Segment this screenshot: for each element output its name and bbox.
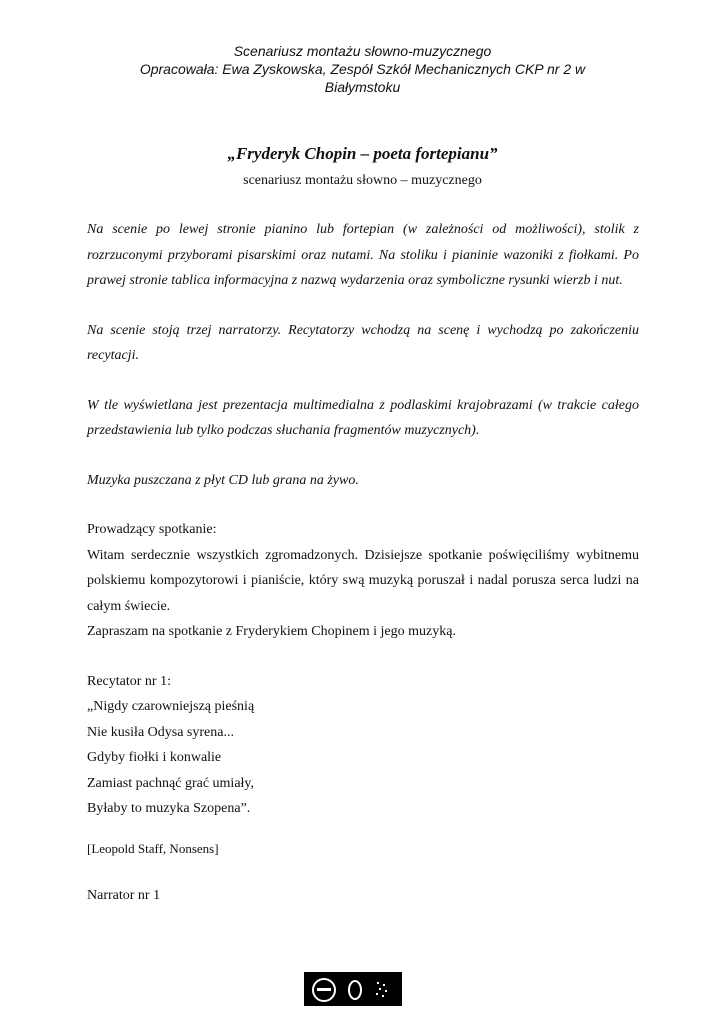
host-section	[87, 517, 639, 645]
document-body	[87, 217, 639, 933]
logo-mark-1-icon	[312, 978, 336, 1002]
poem-line: Byłaby to muzyka Szopena”.	[87, 801, 251, 816]
stage-direction-3: W tle wyświetlana jest prezentacja multimedialna z podlaskimi krajobrazami (w trakcie całego przedstawienia lub tylko podczas słuchania fragmentów muzycznych).	[87, 397, 639, 438]
publisher-logo-icon	[304, 972, 402, 1006]
reciter-1-speaker: Recytator nr 1:	[87, 673, 171, 689]
stage-direction-2: Na scenie stoją trzej narratorzy. Recytatorzy wchodzą na scenę i wychodzą po zakończeniu recytacji.	[87, 322, 639, 363]
header-line-1: Scenariusz montażu słowno-muzycznego	[233, 43, 492, 59]
host-speaker: Prowadzący spotkanie:	[87, 522, 217, 537]
poem-line: Nie kusiła Odysa syrena...	[87, 724, 234, 740]
host-text: Witam serdecznie wszystkich zgromadzonych. Dzisiejsze spotkanie poświęciliśmy wybitnemu polskiemu kompozytorowi i pianiście, który swą muzyką poruszał i nadal porusza serca ludzi na całym świecie.	[87, 547, 639, 614]
poem-source: [Leopold Staff, Nonsens]	[87, 840, 219, 856]
poem-line: „Nigdy czarowniejszą pieśnią	[87, 699, 255, 714]
stage-direction-1: Na scenie po lewej stronie pianino lub fortepian (w zależności od możliwości), stolik z rozrzuconymi przyborami pisarskimi oraz nutami. Na stoliku i pianinie wazoniki z fiołkami. Po prawej stronie tablica informacyjna z nazwą wydarzenia oraz symboliczne rysunki wierzb i nut.	[87, 222, 639, 288]
logo-mark-3-icon	[374, 980, 390, 998]
logo-mark-2-icon	[348, 980, 362, 1000]
header-line-3: Białymstoku	[324, 79, 401, 95]
stage-direction-4: Muzyka puszczana z płyt CD lub grana na żywo.	[87, 472, 359, 488]
host-invite: Zapraszam na spotkanie z Fryderykiem Chopinem i jego muzyką.	[87, 624, 456, 639]
document-subtitle: scenariusz montażu słowno – muzycznego	[243, 173, 482, 188]
document-title: „Fryderyk Chopin – poeta fortepianu”	[227, 144, 498, 163]
narrator-1-speaker: Narrator nr 1	[87, 888, 161, 903]
header-line-2: Opracowała: Ewa Zyskowska, Zespół Szkół Mechanicznych CKP nr 2 w	[139, 61, 586, 77]
reciter-1-section	[87, 669, 639, 822]
document-header	[60, 42, 665, 96]
poem-line: Gdyby fiołki i konwalie	[87, 750, 222, 765]
poem-line: Zamiast pachnąć grać umiały,	[87, 775, 255, 791]
